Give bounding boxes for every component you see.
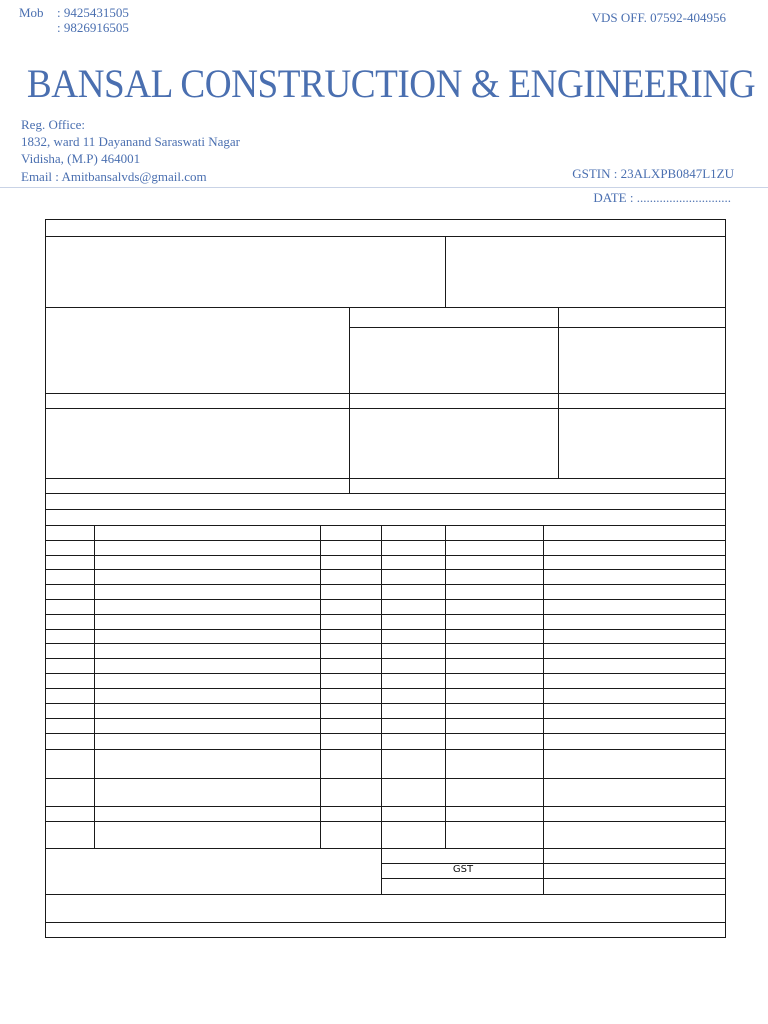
grid-line — [45, 629, 726, 630]
grid-line — [543, 848, 544, 895]
grid-line — [45, 307, 726, 308]
grid-line — [45, 749, 726, 750]
grid-line — [445, 525, 446, 849]
grid-line — [320, 525, 321, 849]
reg-office-title: Reg. Office: — [21, 117, 86, 132]
grid-line — [45, 718, 726, 719]
grid-line — [45, 894, 726, 895]
grid-line — [45, 408, 726, 409]
grid-line — [45, 219, 726, 220]
grid-line — [45, 555, 726, 556]
grid-line — [45, 937, 726, 938]
grid-line — [45, 509, 726, 510]
grid-line — [445, 236, 446, 308]
mobile-number-1: : 9425431505 — [57, 5, 129, 20]
grid-line — [45, 778, 726, 779]
grid-line — [45, 658, 726, 659]
grid-line — [45, 922, 726, 923]
address-line-1: 1832, ward 11 Dayanand Saraswati Nagar — [21, 134, 241, 149]
grid-line — [381, 848, 382, 895]
grid-line — [45, 821, 726, 822]
grid-line — [45, 236, 726, 237]
header-divider — [0, 187, 768, 188]
grid-line — [94, 525, 95, 849]
grid-line — [45, 525, 726, 526]
grid-line — [349, 307, 350, 494]
gstin: GSTIN : 23ALXPB0847L1ZU — [572, 166, 734, 181]
grid-line — [543, 525, 544, 849]
grid-line — [349, 327, 726, 328]
office-phone: VDS OFF. 07592-404956 — [591, 10, 726, 25]
mobile-number-2: : 9826916505 — [57, 20, 129, 35]
grid-line — [45, 569, 726, 570]
email: Email : Amitbansalvds@gmail.com — [21, 169, 207, 184]
grid-line — [45, 703, 726, 704]
company-name: BANSAL CONSTRUCTION & ENGINEERING — [26, 61, 756, 106]
grid-line — [45, 688, 726, 689]
grid-line — [45, 584, 726, 585]
mobile-label: Mob — [19, 5, 44, 20]
grid-line — [45, 393, 726, 394]
grid-line — [45, 614, 726, 615]
grid-line — [381, 878, 726, 879]
grid-line — [45, 493, 726, 494]
grid-line — [45, 219, 46, 938]
grid-line — [45, 806, 726, 807]
grid-line — [45, 733, 726, 734]
grid-line — [45, 673, 726, 674]
grid-line — [45, 478, 726, 479]
grid-line — [45, 848, 726, 849]
grid-line — [558, 408, 559, 479]
address-line-2: Vidisha, (M.P) 464001 — [21, 151, 141, 166]
grid-line — [45, 643, 726, 644]
date-field: DATE : ............................. — [593, 190, 731, 205]
grid-line — [381, 525, 382, 849]
gst-label: GST — [452, 864, 474, 875]
grid-line — [45, 599, 726, 600]
grid-line — [45, 540, 726, 541]
